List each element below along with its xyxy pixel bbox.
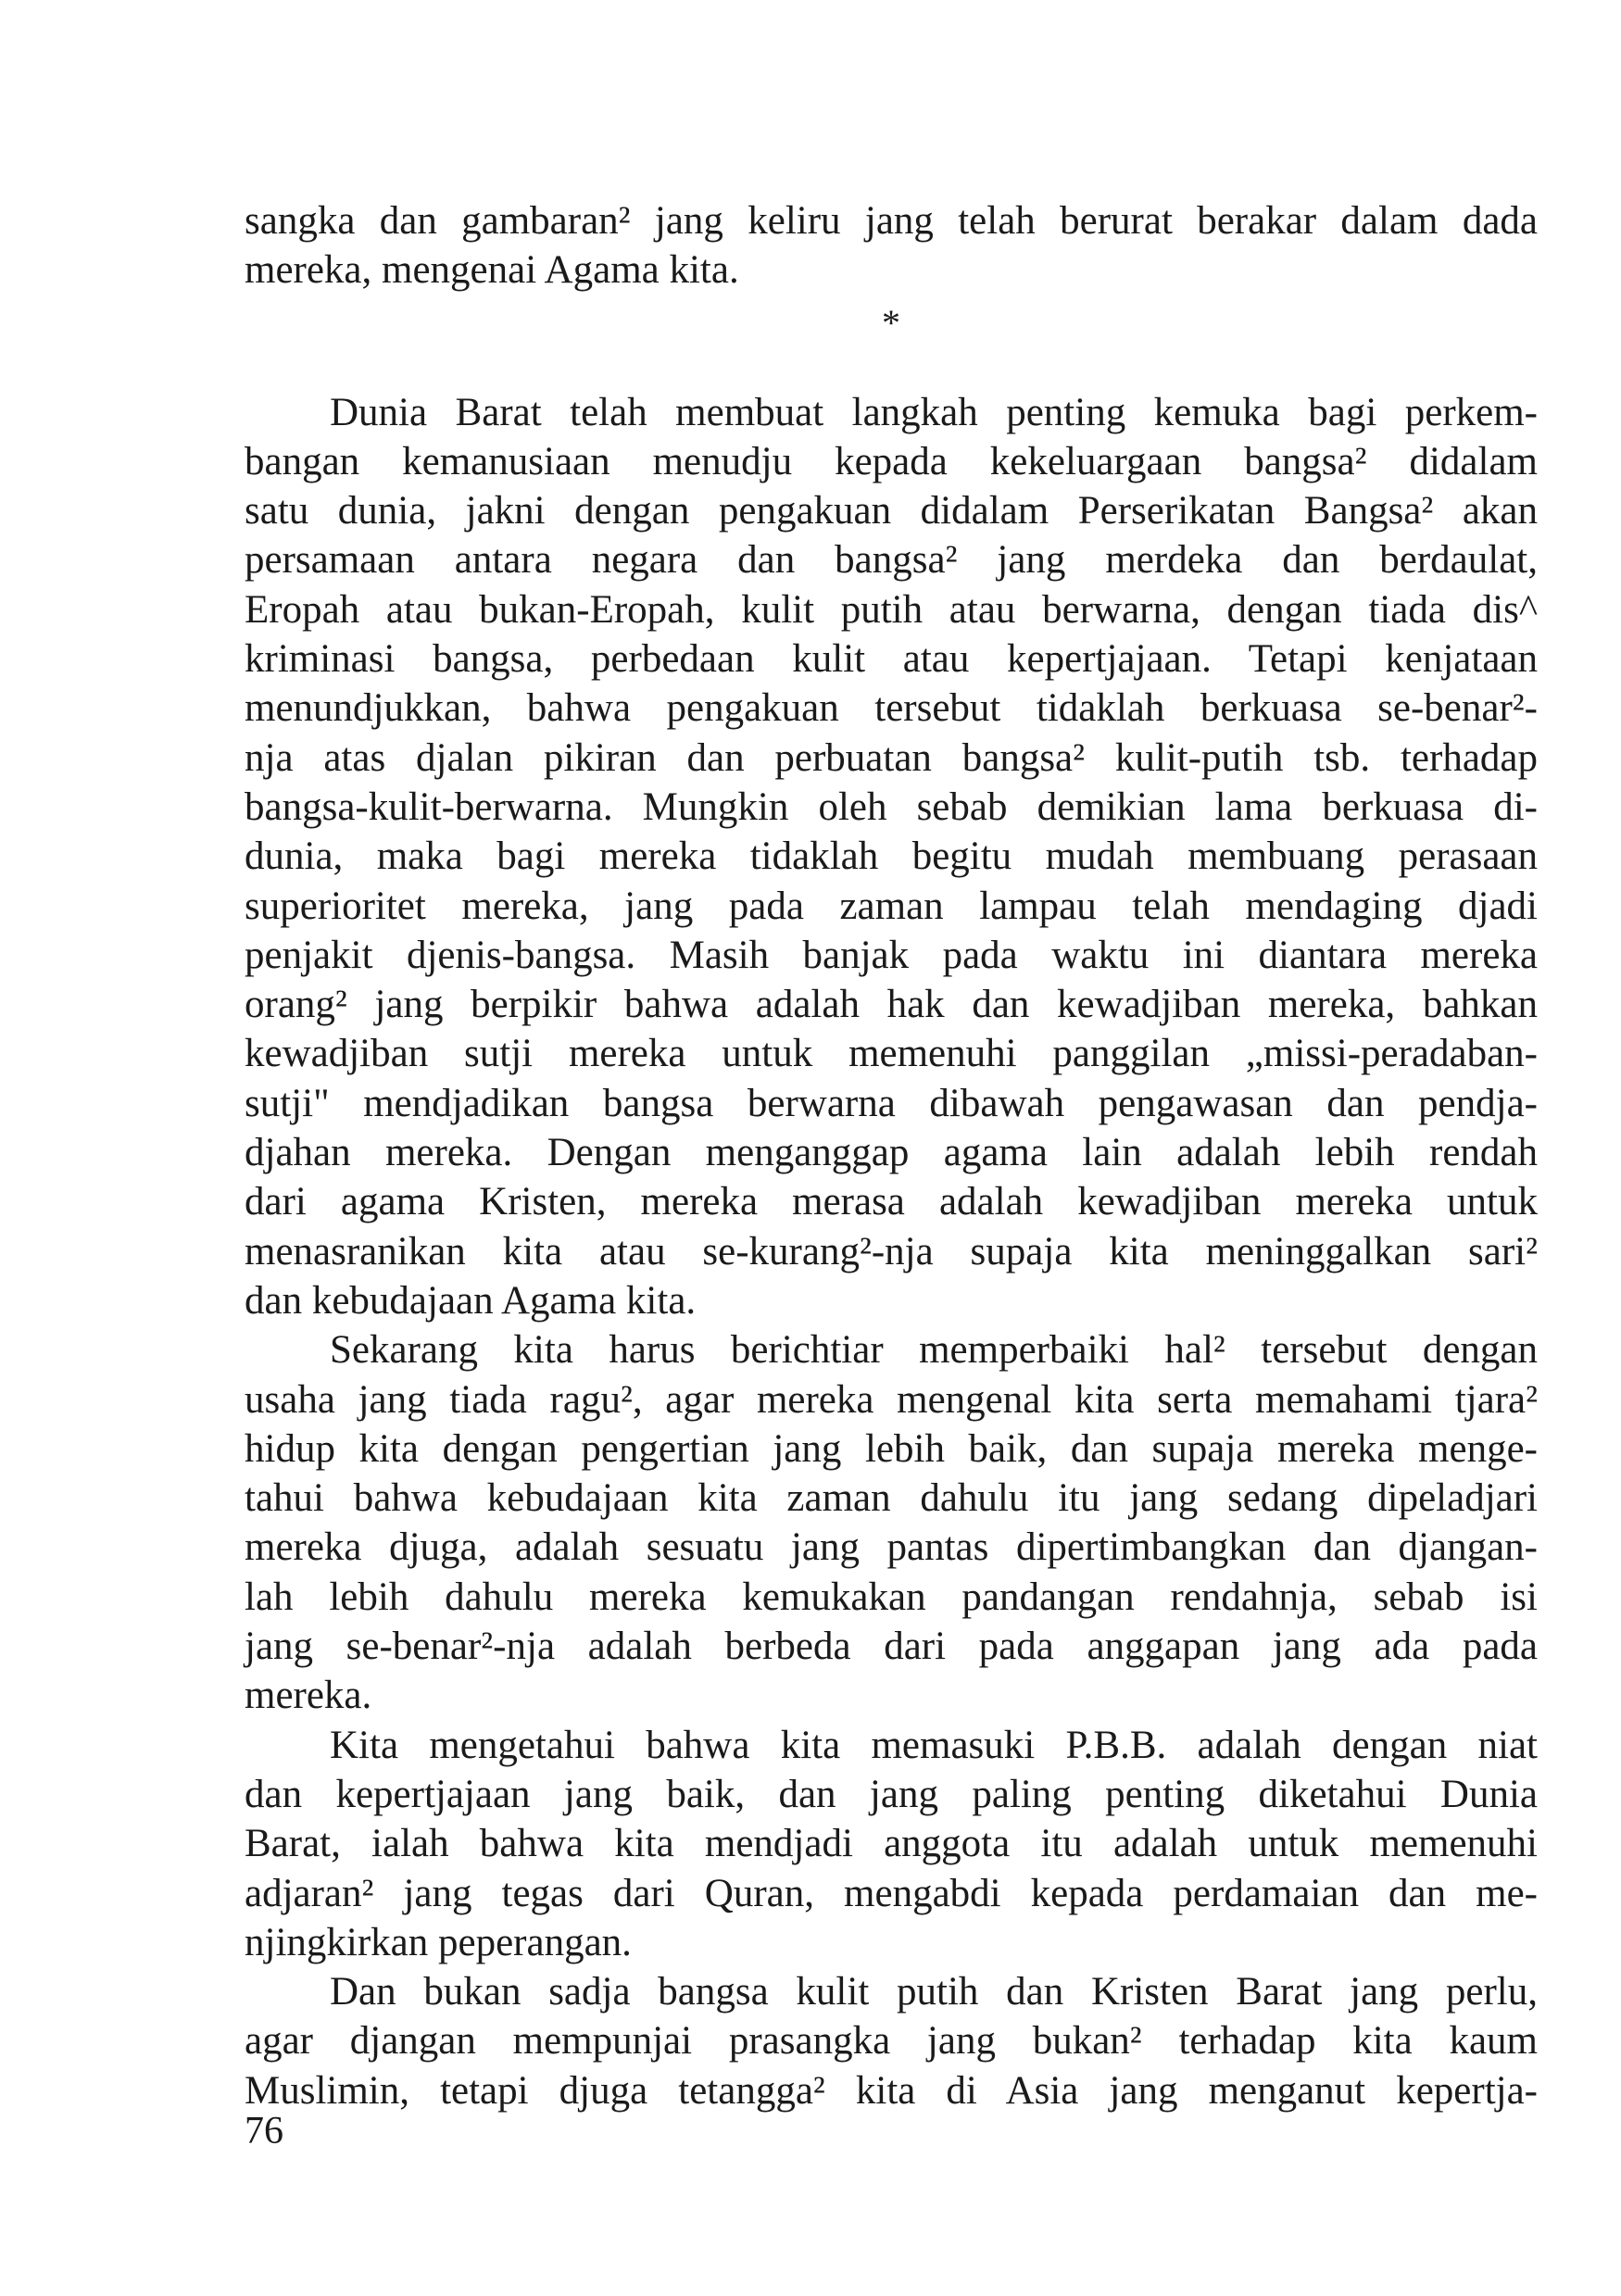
text-line: dari agama Kristen, mereka merasa adalah kewadjiban mereka untuk [245,1180,1538,1224]
text-line: dunia, maka bagi mereka tidaklah begitu mudah membuang perasaan [245,834,1538,879]
text-line: Muslimin, tetapi djuga tetangga² kita di Asia jang menganut kepertja- [245,2068,1538,2113]
text-line: nja atas djalan pikiran dan perbuatan bangsa² kulit-putih tsb. terhadap [245,735,1538,780]
text-line: Eropah atau bukan-Eropah, kulit putih atau berwarna, dengan tiada dis^ [245,587,1538,632]
page-number: 76 [245,2110,283,2152]
text-line: sangka dan gambaran² jang keliru jang telah berurat berakar dalam dada [245,199,1538,243]
text-line: persamaan antara negara dan bangsa² jang merdeka dan berdaulat, [245,538,1538,583]
text-line: Kita mengetahui bahwa kita memasuki P.B.B. adalah dengan niat [330,1723,1538,1767]
text-line: Barat, ialah bahwa kita mendjadi anggota itu adalah untuk memenuhi [245,1822,1538,1866]
text-line: mereka. [245,1674,372,1718]
text-line: jang se-benar²-nja adalah berbeda dari pada anggapan jang ada pada [245,1625,1538,1669]
text-line: kewadjiban sutji mereka untuk memenuhi panggilan „missi-peradaban- [245,1032,1538,1076]
text-line: mereka, mengenai Agama kita. [245,248,739,293]
text-line: tahui bahwa kebudajaan kita zaman dahulu itu jang sedang dipeladjari [245,1476,1538,1521]
text-line: satu dunia, jakni dengan pengakuan didalam Perserikatan Bangsa² akan [245,489,1538,533]
body-text [245,196,1538,2115]
text-line: menasranikan kita atau se-kurang²-nja supaja kita meninggalkan sari² [245,1229,1538,1273]
text-line: sutji" mendjadikan bangsa berwarna dibawah pengawasan dan pendja- [245,1081,1538,1125]
text-line: usaha jang tiada ragu², agar mereka mengenal kita serta memahami tjara² [245,1377,1538,1422]
text-line: Sekarang kita harus berichtiar memperbaiki hal² tersebut dengan [330,1328,1538,1373]
paragraph [245,1967,1538,2115]
spacer [245,360,1538,388]
text-line: bangan kemanusiaan menudju kepada kekeluargaan bangsa² didalam [245,439,1538,483]
text-line: adjaran² jang tegas dari Quran, mengabdi kepada perdamaian dan me- [245,1871,1538,1915]
text-line: djahan mereka. Dengan menganggap agama lain adalah lebih rendah [245,1131,1538,1175]
text-line: menundjukkan, bahwa pengakuan tersebut tidaklah berkuasa se-benar²- [245,686,1538,731]
text-line: hidup kita dengan pengertian jang lebih baik, dan supaja mereka menge- [245,1426,1538,1471]
paragraph [245,1325,1538,1720]
paragraph [245,388,1538,1326]
section-separator: * [882,301,900,344]
paragraphs [245,388,1538,2115]
text-line: dan kebudajaan Agama kita. [245,1278,697,1323]
paragraph [245,1721,1538,1967]
text-line: agar djangan mempunjai prasangka jang bukan² terhadap kita kaum [245,2019,1538,2064]
text-line: kriminasi bangsa, perbedaan kulit atau kepertjajaan. Tetapi kenjataan [245,637,1538,682]
text-line: Dan bukan sadja bangsa kulit putih dan Kristen Barat jang perlu, [330,1970,1538,2014]
text-line: superioritet mereka, jang pada zaman lampau telah mendaging djadi [245,884,1538,928]
text-line: dan kepertjajaan jang baik, dan jang paling penting diketahui Dunia [245,1772,1538,1816]
text-line: penjakit djenis-bangsa. Masih banjak pada waktu ini diantara mereka [245,933,1538,977]
text-line: bangsa-kulit-berwarna. Mungkin oleh sebab demikian lama berkuasa di- [245,784,1538,829]
text-line: orang² jang berpikir bahwa adalah hak dan kewadjiban mereka, bahkan [245,983,1538,1027]
text-line: mereka djuga, adalah sesuatu jang pantas dipertimbangkan dan djangan- [245,1525,1538,1570]
text-line: Dunia Barat telah membuat langkah penting kemuka bagi perkem- [330,390,1538,434]
text-line: lah lebih dahulu mereka kemukakan pandangan rendahnja, sebab isi [245,1575,1538,1619]
text-line: njingkirkan peperangan. [245,1920,632,1964]
